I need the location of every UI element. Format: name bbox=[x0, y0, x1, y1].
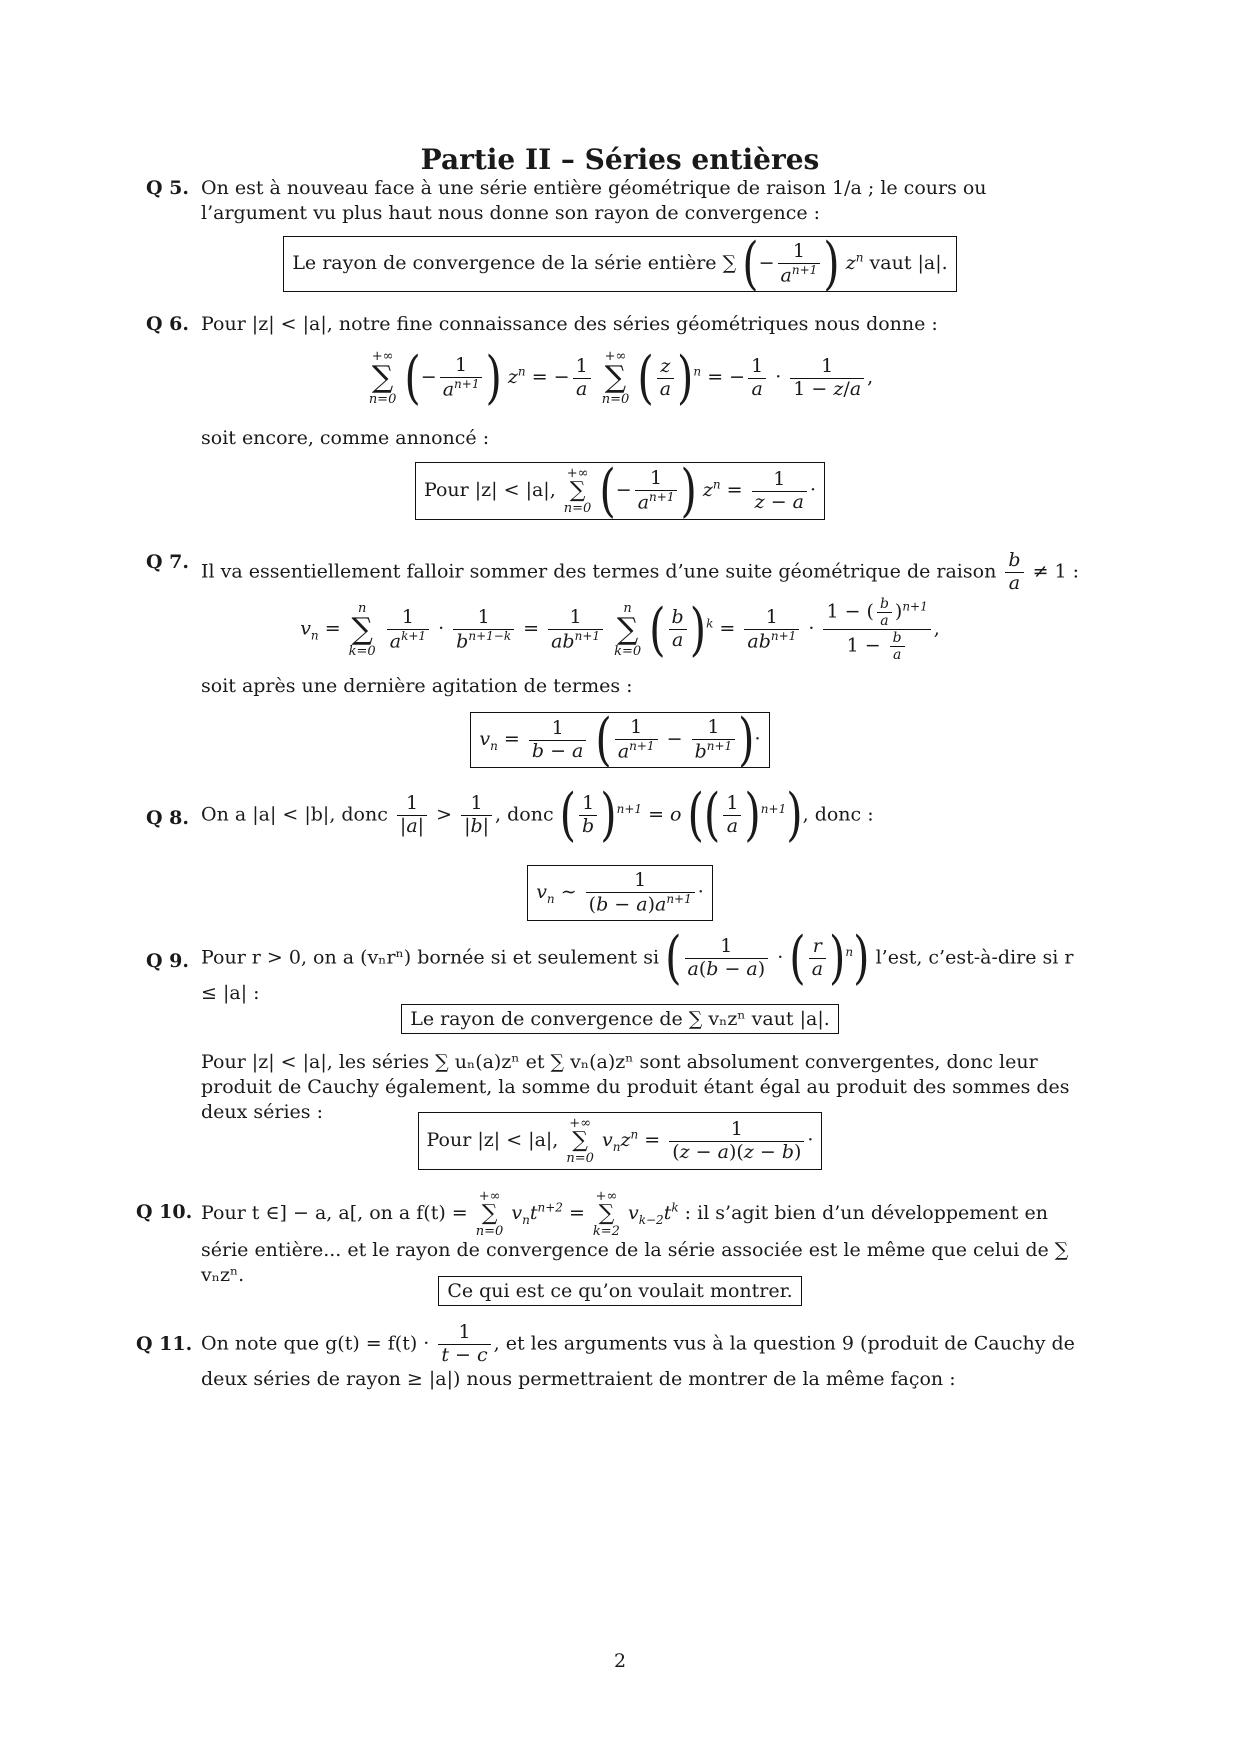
question-7: Q 7. Il va essentiellement falloir sommer des termes d’une suite géométrique de raison $\frac{b}{a}$ ≠ 1 : bbox=[146, 549, 1080, 594]
box-prefix: Pour |z| < |a|, bbox=[423, 479, 556, 501]
question-text: : il s’agit bien d’un développement en série entière... et le rayon de convergence de la série associée est le même que celui de ∑ vₙzⁿ. bbox=[201, 1202, 1069, 1286]
question-8: Q 8. On a |a| < |b|, donc $\frac{1}{|a|}$ > $\frac{1}{|b|}$ , donc ( $\frac{1}{b}$ )$^{n+1}$ = o (( $\frac{1}{a}$ )$^{n+1}$), donc : bbox=[146, 781, 874, 848]
question-9: Q 9. Pour r > 0, on a (vₙrⁿ) bornée si et seulement si ( $\frac{1}{a(b - a)}$ · ( $\frac{r}{a}$ )$^n$) l’est, c’est-à-dire si r ≤ |a| : bbox=[146, 924, 1074, 1004]
question-text: Pour |z| < |a|, notre fine connaissance des séries géométriques nous donne : bbox=[201, 313, 938, 335]
question-label: Q 6. bbox=[146, 313, 190, 335]
question-label: Q 10. bbox=[136, 1201, 193, 1223]
result-box-q9-product: Pour |z| < |a|, +∞ ∑ n=0 $v_nz^n$ = $\frac{1}{(z - a)(z - b)}$ · bbox=[0, 1112, 1240, 1170]
question-10: Q 10. Pour t ∈] − a, a[, on a f(t) = +∞ ∑ n=0 $v_nt^{n+2}$ = +∞ ∑ k=2 $v_{k-2}t^k$ : il s’agit bien d’un développement en série entière... et le rayon de convergence de la série associée est le même que celui de ∑ vₙzⁿ. bbox=[136, 1189, 1069, 1286]
question-6 bbox=[146, 312, 1086, 337]
question-label: Q 7. bbox=[146, 551, 190, 573]
question-label: Q 11. bbox=[136, 1333, 193, 1355]
question-text: Pour t ∈] − a, a[, on a f(t) = bbox=[201, 1202, 468, 1224]
box-prefix: Le rayon de convergence de la série entière ∑ bbox=[292, 252, 737, 275]
question-text: , donc bbox=[495, 803, 554, 826]
page-number: 2 bbox=[613, 1650, 627, 1672]
text-after-q7: soit après une dernière agitation de termes : bbox=[201, 675, 633, 697]
question-label: Q 9. bbox=[146, 950, 190, 972]
equation-q7: $v_n$ = n ∑ k=0 $\frac{1}{a^{k+1}}$ · $\frac{1}{b^{n+1-k}}$ = $\frac{1}{ab^{n+1}}$ n ∑ k=0 ( $\frac{b}{a}$ )$^k$ = $\frac{1}{ab^{n+1}}$ · 1 − ( $\frac{b}{a}$ )$^{n+1}$ 1 − $\frac{b}{a}$ , bbox=[300, 595, 940, 664]
paragraph-q9: Pour |z| < |a|, les séries ∑ uₙ(a)zⁿ et ∑ vₙ(a)zⁿ sont absolument convergentes, donc leur produit de Cauchy également, la somme du produit étant égal au produit des sommes des deux séries : bbox=[201, 1051, 1070, 1123]
box-suffix: vaut |a|. bbox=[869, 252, 948, 275]
question-text-end: ≠ 1 : bbox=[1032, 560, 1080, 583]
result-box-q8: $v_n$ ∼ $\frac{1}{(b - a)a^{n+1}}$ · bbox=[0, 865, 1240, 921]
result-box-q7: $v_n$ = $\frac{1}{b - a}$ ( $\frac{1}{a^{n+1}}$ − $\frac{1}{b^{n+1}}$ )· bbox=[0, 712, 1240, 768]
question-text: On note que g(t) = f(t) · bbox=[201, 1332, 430, 1355]
question-11: Q 11. On note que g(t) = f(t) · $\frac{1}{t - c}$ , et les arguments vus à la question 9 (produit de Cauchy de deux séries de rayon ≥ |a|) nous permettraient de montrer de la même façon : bbox=[136, 1321, 1075, 1390]
result-box-q5: Le rayon de convergence de la série entière ∑ (− $\frac{1}{a^{n+1}}$ ) $z^n$ vaut |a|. bbox=[0, 236, 1240, 292]
result-box-q6: Pour |z| < |a|, +∞ ∑ n=0 (− $\frac{1}{a^{n+1}}$ ) $z^n$ = $\frac{1}{z - a}$ · bbox=[0, 462, 1240, 520]
question-text: On a |a| < |b|, donc bbox=[201, 803, 388, 826]
text-after-q6: soit encore, comme annoncé : bbox=[201, 427, 490, 449]
result-box-q10: Ce qui est ce qu’on voulait montrer. bbox=[0, 1276, 1240, 1306]
box-prefix: Pour |z| < |a|, bbox=[426, 1129, 559, 1151]
question-label: Q 8. bbox=[146, 807, 190, 829]
page-title: Partie II – Séries entières bbox=[420, 143, 820, 176]
question-text: , donc : bbox=[802, 803, 874, 826]
question-text: On est à nouveau face à une série entière géométrique de raison 1/a ; le cours ou l’argument vu plus haut nous donne son rayon de convergence : bbox=[201, 177, 987, 224]
result-box-q9: Le rayon de convergence de ∑ vₙzⁿ vaut |a|. bbox=[0, 1004, 1240, 1034]
question-label: Q 5. bbox=[146, 177, 190, 199]
question-text: l’est, c’est-à-dire si r ≤ |a| : bbox=[201, 946, 1074, 1004]
question-5 bbox=[146, 176, 1086, 226]
question-text: Pour r > 0, on a (vₙrⁿ) bornée si et seulement si bbox=[201, 946, 660, 969]
question-text: Il va essentiellement falloir sommer des termes d’une suite géométrique de raison bbox=[201, 560, 997, 583]
equation-q6: +∞ ∑ n=0 (− $\frac{1}{a^{n+1}}$ ) $z^n$ = − $\frac{1}{a}$ +∞ ∑ n=0 ( $\frac{z}{a}$ )$^n$ = − $\frac{1}{a}$ · $\frac{1}{1 - z/a}$ , bbox=[368, 344, 874, 411]
question-text: , et les arguments vus à la question 9 (produit de Cauchy de deux séries de rayon ≥ |a|) nous permettraient de montrer de la même façon : bbox=[201, 1332, 1075, 1390]
